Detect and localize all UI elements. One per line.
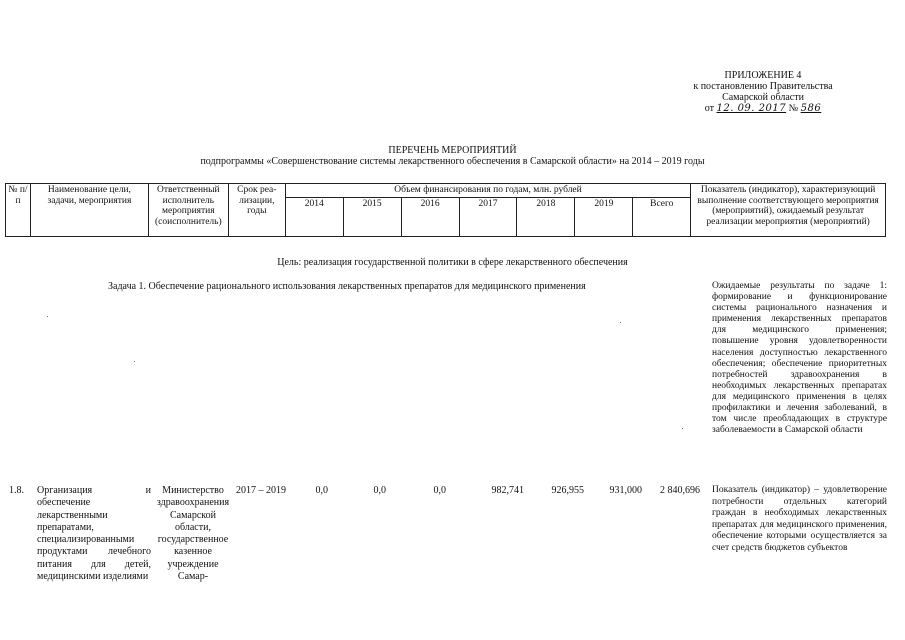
- header-num: № п/п: [6, 184, 31, 237]
- header-year-2018: 2018: [517, 198, 575, 237]
- header-year-2014: 2014: [285, 198, 343, 237]
- row-1-8-value-2017: 982,741: [491, 485, 524, 496]
- task-1-title: Задача 1. Обеспечение рационального использования лекарственных препаратов для медицинского применения: [108, 281, 586, 292]
- table-header: [5, 183, 886, 237]
- header-year-2019: 2019: [575, 198, 633, 237]
- row-1-8-value-2015: 0,0: [373, 485, 386, 496]
- appendix-block: [668, 70, 858, 114]
- document-title: [0, 145, 905, 167]
- row-1-8-executor: Министерство здравоохранения Самарской области, государственное казенное учреждение Самар-: [156, 485, 230, 583]
- header-indicator: Показатель (индикатор), характеризующий выполнение соответствующего мероприятия (мероприятий), ожидаемый результат реализации мероприятия (мероприятий): [691, 184, 886, 237]
- scan-speck: [134, 361, 135, 362]
- row-1-8-value-2016: 0,0: [433, 485, 446, 496]
- title-main: ПЕРЕЧЕНЬ МЕРОПРИЯТИЙ: [388, 145, 517, 156]
- header-year-2015: 2015: [343, 198, 401, 237]
- date-prefix: от: [704, 103, 714, 114]
- appendix-date: 12. 09. 2017: [716, 103, 787, 114]
- row-1-8-term: 2017 – 2019: [236, 485, 286, 496]
- scan-speck: [682, 428, 683, 429]
- appendix-number: 586: [800, 103, 822, 114]
- number-prefix: №: [788, 103, 799, 114]
- header-total: Всего: [633, 198, 691, 237]
- row-1-8-name: Организация и обеспечение лекарственными препаратами, специализированными продуктами лечебного питания для детей, медицинскими изделиями: [37, 485, 151, 583]
- appendix-title: ПРИЛОЖЕНИЕ 4: [724, 70, 802, 81]
- header-year-2017: 2017: [459, 198, 517, 237]
- row-1-8-indicator: Показатель (индикатор) – удовлетворение потребности отдельных категорий граждан в необходимых лекарственных препаратах для медицинского применения, обеспечение которыми осуществляется за счет средств бюджетов субъектов: [712, 485, 887, 553]
- header-executor: Ответственный исполнитель мероприятия (соисполнитель): [148, 184, 228, 237]
- header-funding: Объем финансирования по годам, млн. рублей: [285, 184, 690, 198]
- appendix-date-line: [668, 103, 858, 114]
- title-subtitle: подпрограммы «Совершенствование системы лекарственного обеспечения в Самарской области» на 2014 – 2019 годы: [200, 156, 705, 167]
- row-1-8-value-2014: 0,0: [315, 485, 328, 496]
- task-1-expected-results: Ожидаемые результаты по задаче 1: формирование и функционирование системы рационального назначения и применения лекарственных препаратов для медицинского применения; повышение уровня удовлетворенности населения доступностью лекарственного обеспечения; обеспечение приоритетных потребностей здравоохранения в необходимых лекарственных препаратах для медицинского применения в целях профилактики и лечения заболеваний, в том числе преобладающих в структуре заболеваемости в Самарской области: [712, 281, 887, 436]
- scan-speck: [620, 322, 621, 323]
- row-1-8-number: 1.8.: [9, 485, 24, 496]
- appendix-decree: к постановлению Правительства: [693, 81, 833, 92]
- header-name: Наименование цели, задачи, мероприятия: [30, 184, 148, 237]
- row-1-8-value-total: 2 840,696: [660, 485, 700, 496]
- header-year-2016: 2016: [401, 198, 459, 237]
- header-term: Срок реа-лизации, годы: [228, 184, 285, 237]
- goal-line: Цель: реализация государственной политики в сфере лекарственного обеспечения: [277, 257, 628, 268]
- appendix-region: Самарской области: [722, 92, 804, 103]
- row-1-8-value-2018: 926,955: [551, 485, 584, 496]
- row-1-8-value-2019: 931,000: [609, 485, 642, 496]
- scan-speck: [47, 316, 48, 317]
